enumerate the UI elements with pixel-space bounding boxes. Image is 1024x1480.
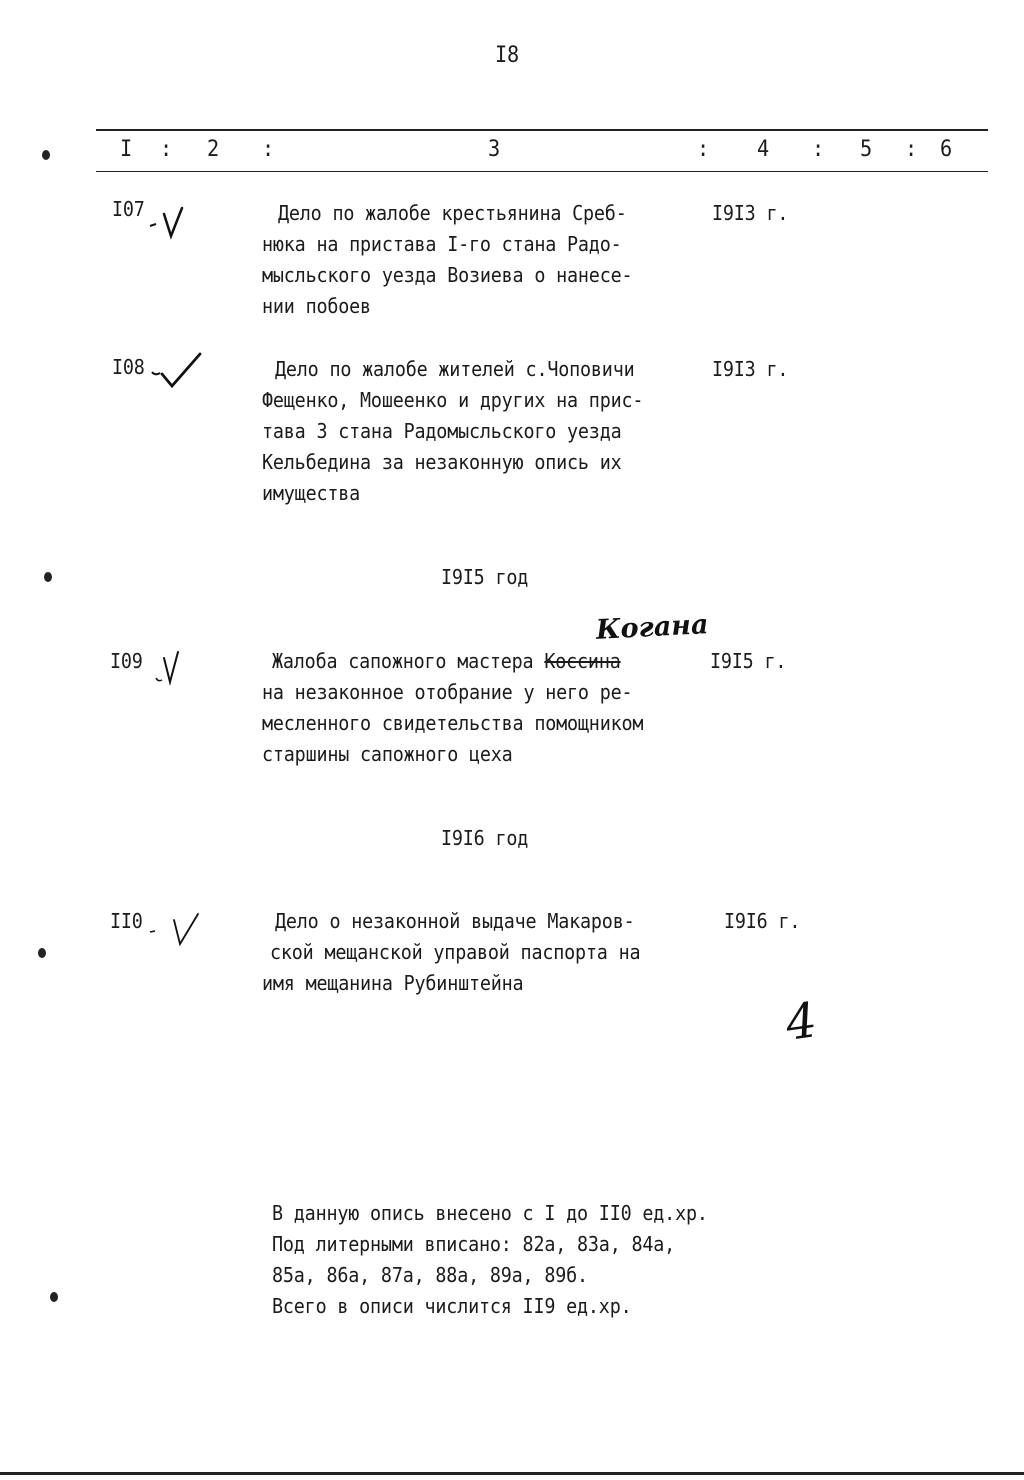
entry-text-line: Кельбедина за незаконную опись их <box>262 450 622 474</box>
summary-line: 85а, 86а, 87а, 88а, 89а, 89б. <box>272 1263 588 1287</box>
entry-number: II0 <box>110 909 143 933</box>
entry-text-line: Дело по жалобе жителей с.Чоповичи <box>275 357 635 381</box>
year-heading: I9I6 год <box>441 826 529 850</box>
checkmark-icon <box>150 648 190 688</box>
column-header-2: 2 <box>207 137 220 162</box>
column-header-4: 4 <box>757 137 770 162</box>
entry-text-line: нии побоев <box>262 294 371 318</box>
entry-text-line: на незаконное отобрание у него ре- <box>262 680 633 704</box>
entry-date: I9I5 г. <box>710 649 787 673</box>
entry-date: I9I3 г. <box>712 201 789 225</box>
summary-line: В данную опись внесено с I до II0 ед.хр. <box>272 1201 708 1225</box>
checkmark-icon <box>150 352 210 392</box>
binding-hole <box>50 1292 58 1302</box>
checkmark-icon <box>146 910 206 950</box>
binding-hole <box>42 150 50 160</box>
struck-word: Коссина <box>544 649 621 673</box>
binding-hole <box>38 948 46 958</box>
entry-number: I09 <box>110 649 143 673</box>
entry-text-start: Жалоба сапожного мастера <box>272 649 534 673</box>
header-rule-bottom <box>96 171 988 172</box>
summary-line: Под литерными вписано: 82а, 83а, 84а, <box>272 1232 676 1256</box>
scan-edge <box>0 1472 1024 1475</box>
entry-text-line: месленного свидетельства помощником <box>262 711 644 735</box>
entry-text-line: нюка на пристава I-го стана Радо- <box>262 232 622 256</box>
page-number: I8 <box>495 43 520 68</box>
entry-text-line: Фещенко, Мошеенко и других на прис- <box>262 388 644 412</box>
entry-date: I9I6 г. <box>724 909 801 933</box>
entry-date: I9I3 г. <box>712 357 789 381</box>
entry-text-line: старшины сапожного цеха <box>262 742 513 766</box>
column-header-3: 3 <box>488 137 501 162</box>
entry-number: I08 <box>112 355 145 379</box>
column-header-5: 5 <box>860 137 873 162</box>
handwritten-mark: 4 <box>782 992 821 1052</box>
entry-text-line: имя мещанина Рубинштейна <box>262 971 524 995</box>
entry-text-line: имущества <box>262 481 361 505</box>
header-rule-top <box>96 129 988 131</box>
entry-text-line <box>272 646 621 677</box>
year-heading: I9I5 год <box>441 565 529 589</box>
entry-text-line: мысльского уезда Возиева о нанесе- <box>262 263 633 287</box>
entry-text-line: Дело по жалобе крестьянина Среб- <box>278 201 627 225</box>
handwritten-correction: Когана <box>595 609 710 646</box>
column-header-1: I <box>120 137 133 162</box>
column-header-6: 6 <box>940 137 953 162</box>
checkmark-icon <box>146 200 206 240</box>
entry-text-line: тава 3 стана Радомысльского уезда <box>262 419 622 443</box>
column-separator: : <box>812 137 825 162</box>
entry-number: I07 <box>112 197 145 221</box>
column-separator: : <box>160 137 173 162</box>
entry-text-line: Дело о незаконной выдаче Макаров- <box>275 909 635 933</box>
column-separator: : <box>905 137 918 162</box>
column-separator: : <box>262 137 275 162</box>
summary-line: Всего в описи числится II9 ед.хр. <box>272 1294 632 1318</box>
column-separator: : <box>697 137 710 162</box>
binding-hole <box>44 572 52 582</box>
entry-text-line: ской мещанской управой паспорта на <box>270 940 641 964</box>
